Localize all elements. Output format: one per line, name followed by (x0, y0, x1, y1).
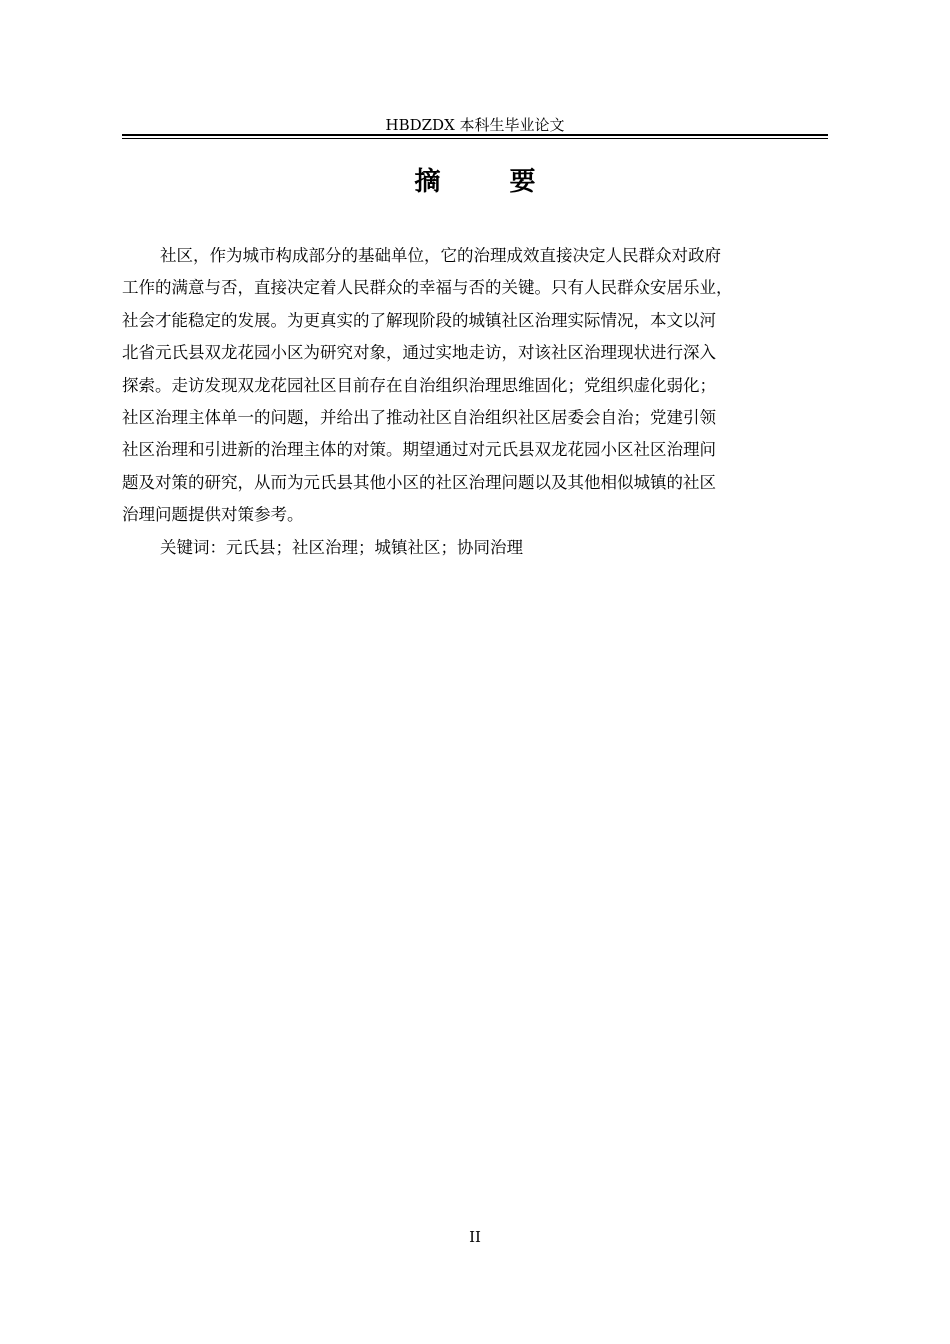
keywords-line: 关键词：元氏县；社区治理；城镇社区；协同治理 (160, 537, 523, 557)
abstract-line: 北省元氏县双龙花园小区为研究对象，通过实地走访，对该社区治理现状进行深入 (122, 343, 716, 363)
abstract-line: 社区治理主体单一的问题，并给出了推动社区自治组织社区居委会自治；党建引领 (122, 407, 716, 427)
running-header: HBDZDX 本科生毕业论文 (385, 116, 565, 134)
abstract-title: 摘 要 (414, 167, 566, 197)
page-number: II (469, 1228, 481, 1246)
abstract-line: 社区治理和引进新的治理主体的对策。期望通过对元氏县双龙花园小区社区治理问 (122, 440, 716, 460)
abstract-line: 工作的满意与否，直接决定着人民群众的幸福与否的关键。只有人民群众安居乐业， (122, 278, 733, 298)
abstract-body (122, 240, 832, 564)
abstract-line: 探索。走访发现双龙花园社区目前存在自治组织治理思维固化；党组织虚化弱化； (122, 375, 716, 395)
abstract-line: 治理问题提供对策参考。 (122, 505, 304, 525)
header-rule-thick (122, 134, 828, 136)
abstract-line: 社区，作为城市构成部分的基础单位，它的治理成效直接决定人民群众对政府 (160, 246, 721, 265)
header-rule-thin (122, 138, 828, 139)
abstract-line: 题及对策的研究，从而为元氏县其他小区的社区治理问题以及其他相似城镇的社区 (122, 472, 716, 492)
abstract-line: 社会才能稳定的发展。为更真实的了解现阶段的城镇社区治理实际情况，本文以河 (122, 310, 716, 330)
